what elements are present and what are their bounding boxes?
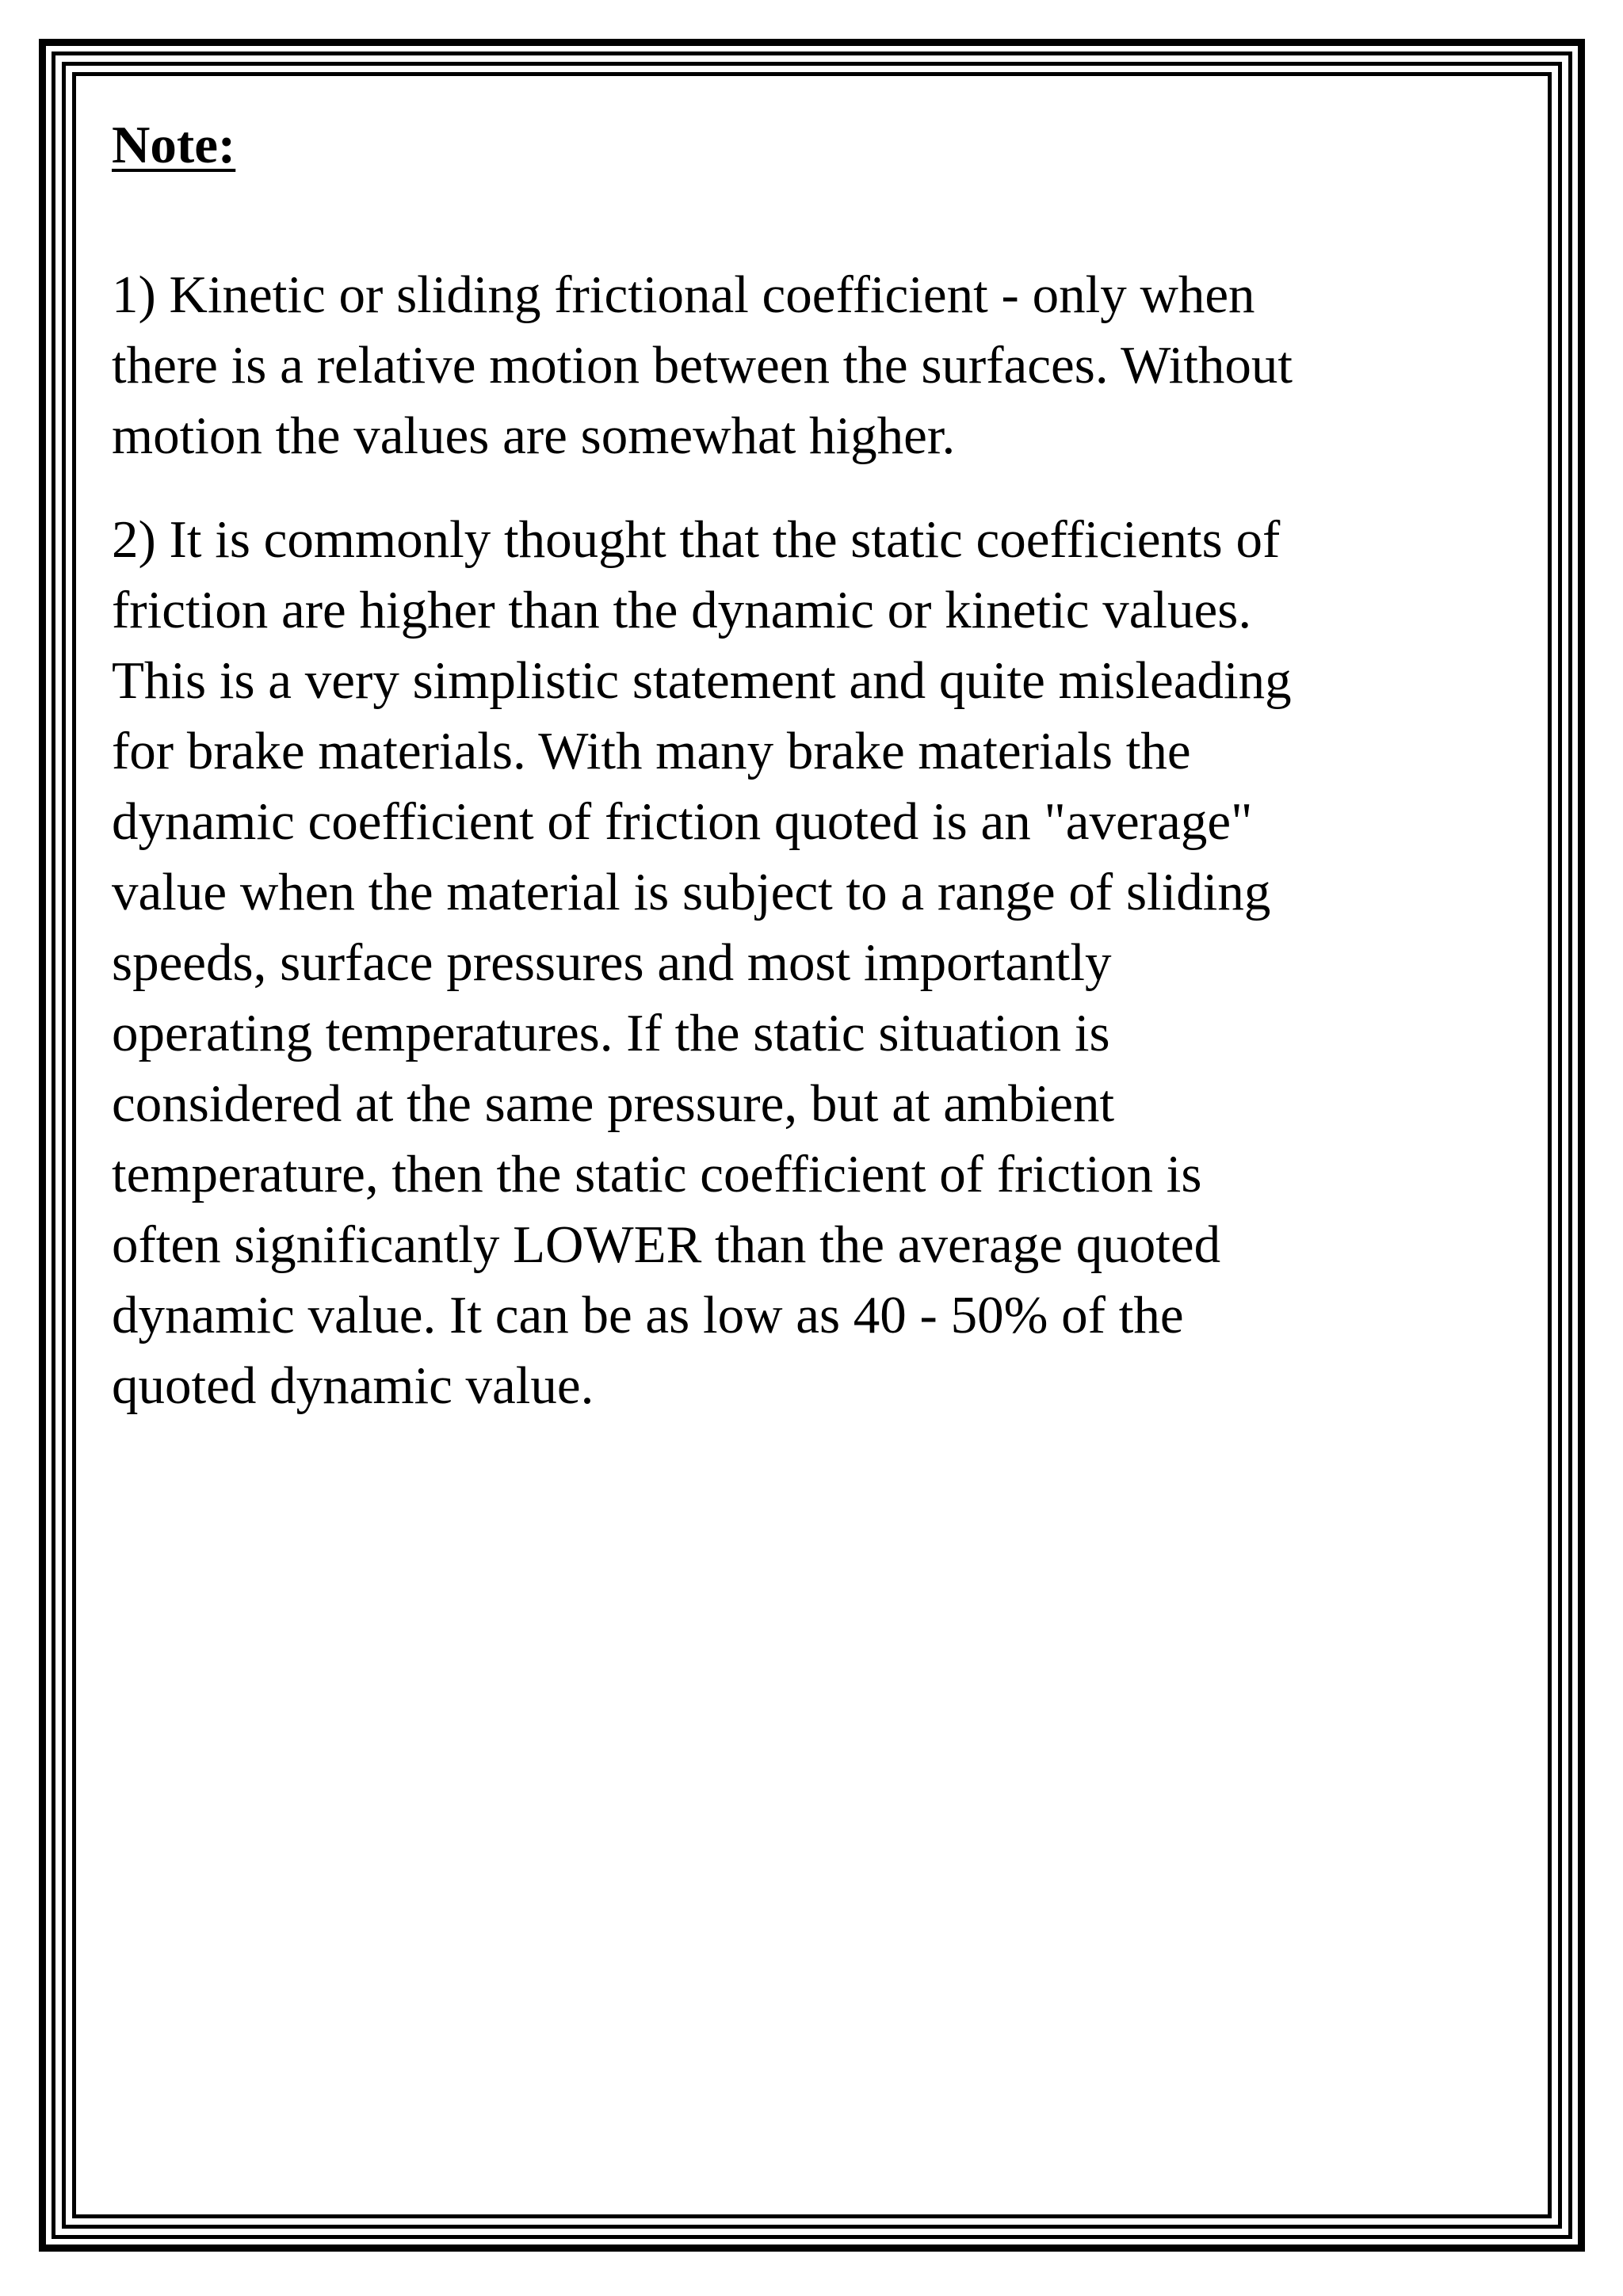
note-paragraph-1: 1) Kinetic or sliding frictional coefficient - only when there is a relative motion between the surfaces. Without motion the values are somewhat higher. — [112, 265, 1293, 465]
note-paragraph-2: 2) It is commonly thought that the static coefficients of friction are higher than the dynamic or kinetic values. This is a very simplistic statement and quite misleading for brake materials. With many brake materials the dynamic coefficient of friction quoted is an "average" value when the material is subject to a range of sliding speeds, surface pressures and most importantly operating temperatures. If the static situation is considered at the same pressure, but at ambient temperature, then the static coefficient of friction is often significantly LOWER than the average quoted dynamic value. It can be as low as 40 - 50% of the quoted dynamic value. — [112, 510, 1292, 1415]
note-content — [112, 109, 1507, 1455]
note-heading: Note: — [112, 116, 236, 174]
